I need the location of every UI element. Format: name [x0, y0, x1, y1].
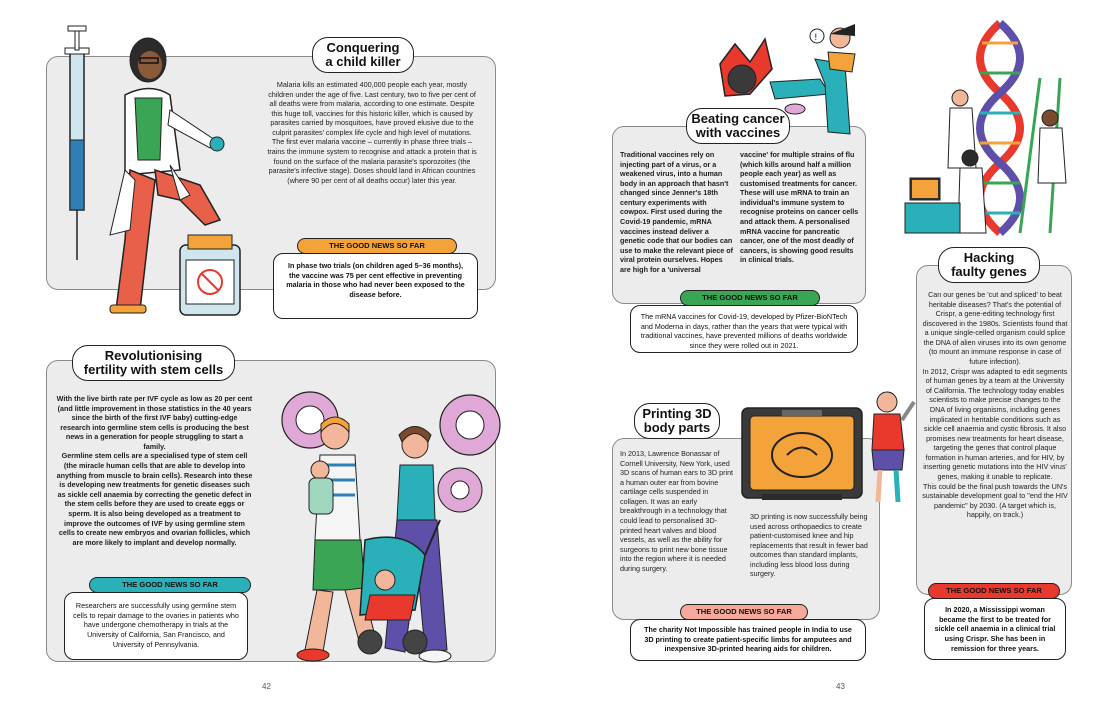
svg-text:!: !: [814, 33, 818, 43]
printing-body-col2: 3D printing is now successfully being used across orthopaedics to create patient-customised knee and hip replacements that result in fewer bad outcomes than standard implants, including less blood loss during surgery.: [750, 512, 868, 579]
cancer-body-col1: Traditional vaccines rely on injecting part of a virus, or a weakened virus, into a human body in an approach that hasn't changed since Jenner's 18th century experiments with cowpox. First used during the Covid-19 pandemic, mRNA vaccines instead deliver a genetic code that our bodies can use to make the relevant piece of viral protein ourselves. Hopes are high for a 'universal: [620, 150, 734, 274]
dna-scientists-illustration: [900, 18, 1075, 243]
family-with-stroller-illustration: [265, 380, 505, 665]
doctor-with-syringe-illustration: [30, 20, 260, 320]
genes-good-news: In 2020, a Mississippi woman became the first to be treated for sickle cell anaemia in a clinical trial using Crispr. She has been in remission for three years.: [924, 598, 1066, 660]
fertility-good-news: Researchers are successfully using germline stem cells to repair damage to the ovaries in patients who have undergone chemotherapy in trials at the University of California, San Francisco, and University of Pennsylvania.: [64, 592, 248, 660]
page-number-left: 42: [262, 682, 271, 691]
cancer-good-news: The mRNA vaccines for Covid-19, developed by Pfizer-BioNTech and Moderna in days, rather than the years that were typical with traditional vaccines, have prevented millions of deaths worldwide since they were rolled out in 2021.: [630, 305, 858, 353]
cancer-body-col2: vaccine' for multiple strains of flu (which kills around half a million people each year) as well as customised treatments for cancer. These will use mRNA to train an individual's immune system to recognise proteins on cancer cells and attack them. A personalised mRNA vaccine for pancreatic cancer, one of the most deadly of cancers, is showing good results in clinical trials.: [740, 150, 859, 265]
fertility-good-news-label: THE GOOD NEWS SO FAR: [89, 577, 251, 593]
printing-good-news: The charity Not Impossible has trained people in India to use 3D printing to create patient-specific limbs for amputees and inexpensive 3D-printed hearing aids for children.: [630, 619, 866, 661]
genes-title: Hacking faulty genes: [938, 247, 1040, 283]
printing-good-news-label: THE GOOD NEWS SO FAR: [680, 604, 808, 620]
fertility-title: Revolutionising fertility with stem cells: [72, 345, 235, 381]
genes-good-news-label: THE GOOD NEWS SO FAR: [928, 583, 1060, 599]
malaria-body: Malaria kills an estimated 400,000 people each year, mostly children under the age of five. Last century, two to five per cent of all deaths were from malaria, according to one estimate. Despite this huge toll, vaccines for this historic killer, which is caused by parasites carried by mosquitoes, have proved elusive due to the culprit parasites' complex life cycle and high level of mutations. The first ever malaria vaccine – currently in phase three trials – trains the immune system to recognise and attack a protein that is found on the surface of the malaria parasite's sporozoites (the parasite's infective stage). Doses should land in African countries (where 90 per cent of all deaths occur) later this year.: [267, 80, 477, 185]
page-number-right: 43: [836, 682, 845, 691]
malaria-title: Conquering a child killer: [312, 37, 414, 73]
genes-body: Can our genes be 'cut and spliced' to beat heritable diseases? That's the potential of Crispr, a gene-editing technology first discovered in the 1980s. Scientists found that a unique single-celled organism could splice the DNA of alien viruses into its own genome (to mount an immune response in case of future infection). In 2012, Crispr was adapted to edit segments of human genes by a team at the University of California. The technology today enables scientists to make precise changes to the DNA of living organisms, including genes implicated in heritable conditions such as sickle cell anaemia and cystic fibrosis. It also promises new treatments for heart disease, targeting the genes that control plaque formation in human arteries, and for HIV, by inserting genetic mutations into the HIV virus' genes, making it unable to replicate. This could be the final push towards the UN's sustainable development goal to "end the HIV pandemic" by 2030. (A target which is, happily, on track.): [922, 290, 1068, 520]
printing-title: Printing 3D body parts: [634, 403, 720, 439]
malaria-good-news-label: THE GOOD NEWS SO FAR: [297, 238, 457, 254]
printing-body-col1: In 2013, Lawrence Bonassar of Cornell University, New York, used 3D scans of human ears to 3D print a human outer ear from bovine cartilage cells suspended in collagen. It was an early breakthrough in a technology that could lead to personalised 3D-printed heart valves and blood vessels, as well as the ability for surgeons to print new bone tissue into the region where it is needed during surgery.: [620, 449, 734, 573]
cancer-title: Beating cancer with vaccines: [686, 108, 790, 144]
3d-printer-illustration: [742, 390, 922, 510]
malaria-good-news: In phase two trials (on children aged 5–36 months), the vaccine was 75 per cent effective in preventing malaria in those who had never been exposed to the disease before.: [273, 253, 478, 319]
fertility-body: With the live birth rate per IVF cycle as low as 20 per cent (and little improvement in those statistics in the 40 years since the birth of the first IVF baby) cutting-edge research into germline stem cells is producing the best news in a generation for people struggling to start a family. Germline stem cells are a specialised type of stem cell (the miracle human cells that are able to develop into anything from muscle to brain cells). Research into these is developing new treatments for genetic diseases such as sickle cell anaemia by correcting the genetic defect in the stem cells before they are used to create eggs or sperm. It is also being developed as a treatment to improve the outcomes of IVF by using germline stem cells to create new embryos and ovarian follicles, which are more likely to implant and develop normally.: [56, 394, 253, 547]
cancer-good-news-label: THE GOOD NEWS SO FAR: [680, 290, 820, 306]
